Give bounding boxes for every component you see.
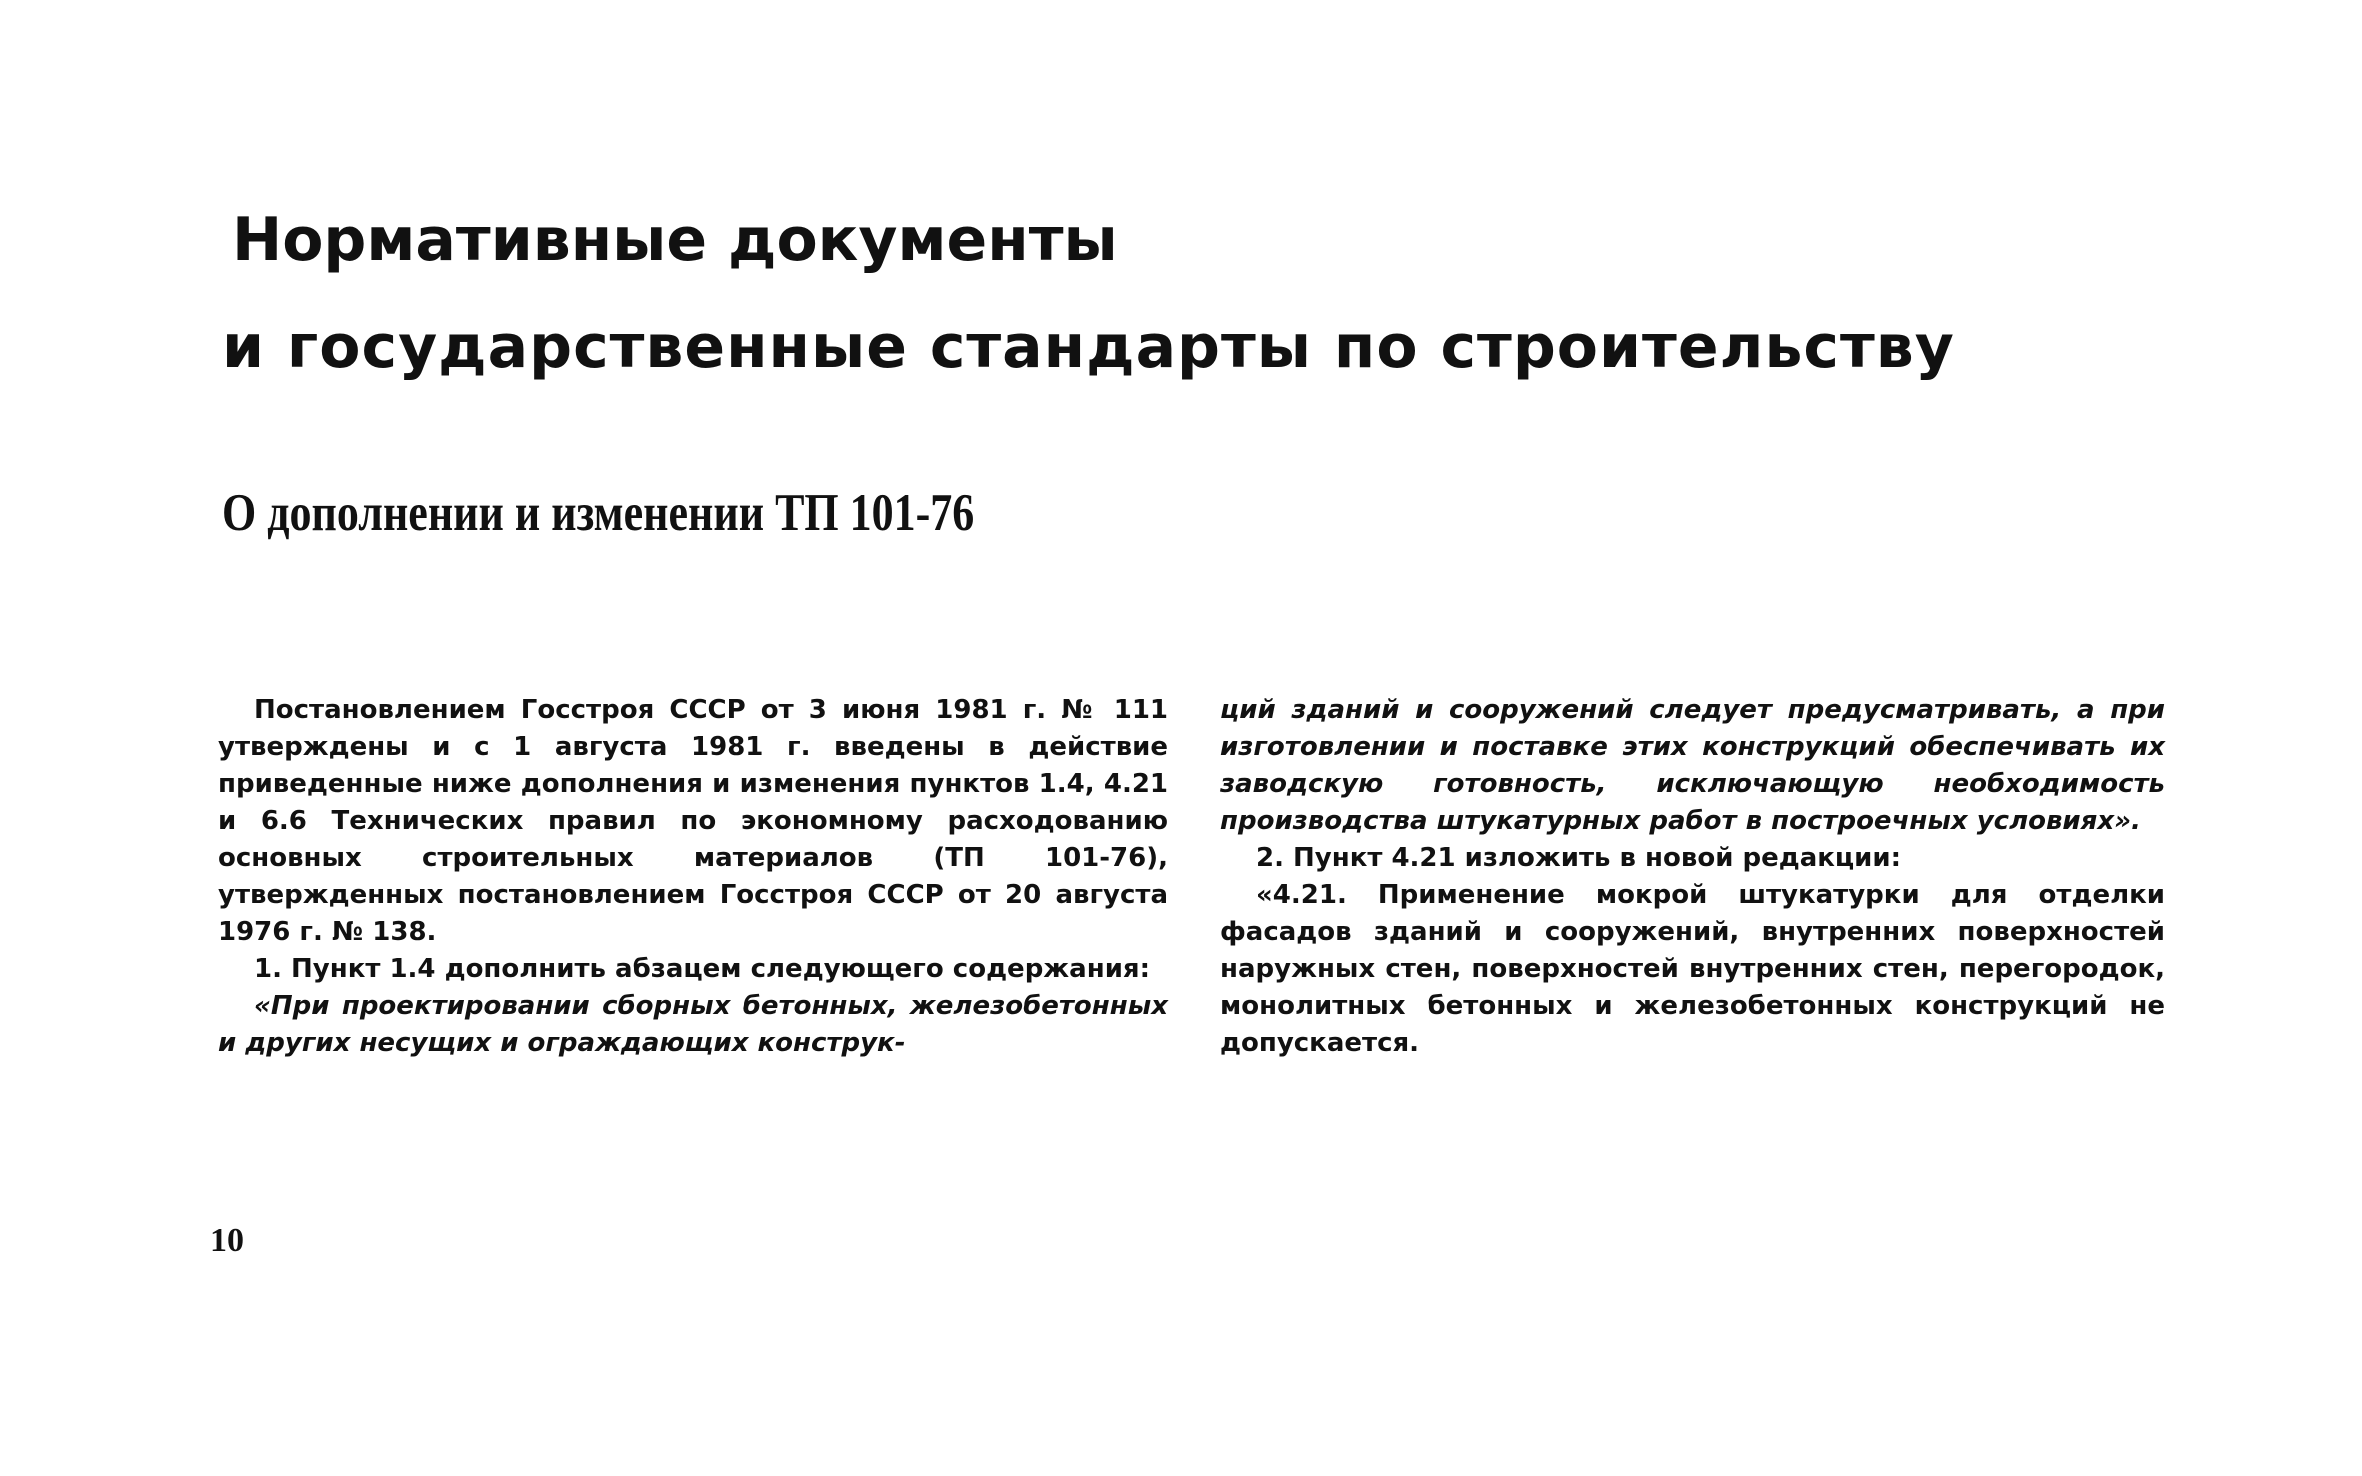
left-paragraph-1: Постановлением Госстроя СССР от 3 июня 1981 г. № 111 утверждены и с 1 августа 1981 г. введены в действие приведенные ниже дополнения и изменения пунктов 1.4, 4.21 и 6.6 Технических правил по экономному расходованию основных строительных материалов (ТП 101-76), утвержденных постановлением Госстроя СССР от 20 августа 1976 г. № 138.	[218, 695, 1168, 947]
right-paragraph-1-text: ций зданий и сооружений следует предусматривать, а при изготовлении и поставке этих конструкций обеспечивать их заводскую готовность, исключающую необходимость производства штукатурных работ в построечных условиях».	[1220, 695, 2165, 836]
subheading: О дополнении и изменении ТП 101-76	[222, 483, 975, 542]
right-column	[1220, 692, 2165, 1062]
right-paragraph-1	[1220, 692, 2165, 840]
heading-line-1: Нормативные документы	[232, 205, 1118, 275]
heading-line-2: и государственные стандарты по строительству	[222, 312, 1955, 382]
right-paragraph-2: 2. Пункт 4.21 изложить в новой редакции:	[1256, 843, 1901, 873]
right-paragraph-3: «4.21. Применение мокрой штукатурки для отделки фасадов зданий и сооружений, внутренних поверхностей наружных стен, поверхностей внутренних стен, перегородок, монолитных бетонных и железобетонных конструкций не допускается.	[1220, 880, 2165, 1058]
page-number: 10	[210, 1222, 244, 1259]
left-paragraph-3: «При проектировании сборных бетонных, железобетонных и других несущих и ограждающих конструк-	[218, 991, 1168, 1058]
left-column	[218, 692, 1168, 1062]
left-paragraph-2: 1. Пункт 1.4 дополнить абзацем следующего содержания:	[254, 954, 1150, 984]
